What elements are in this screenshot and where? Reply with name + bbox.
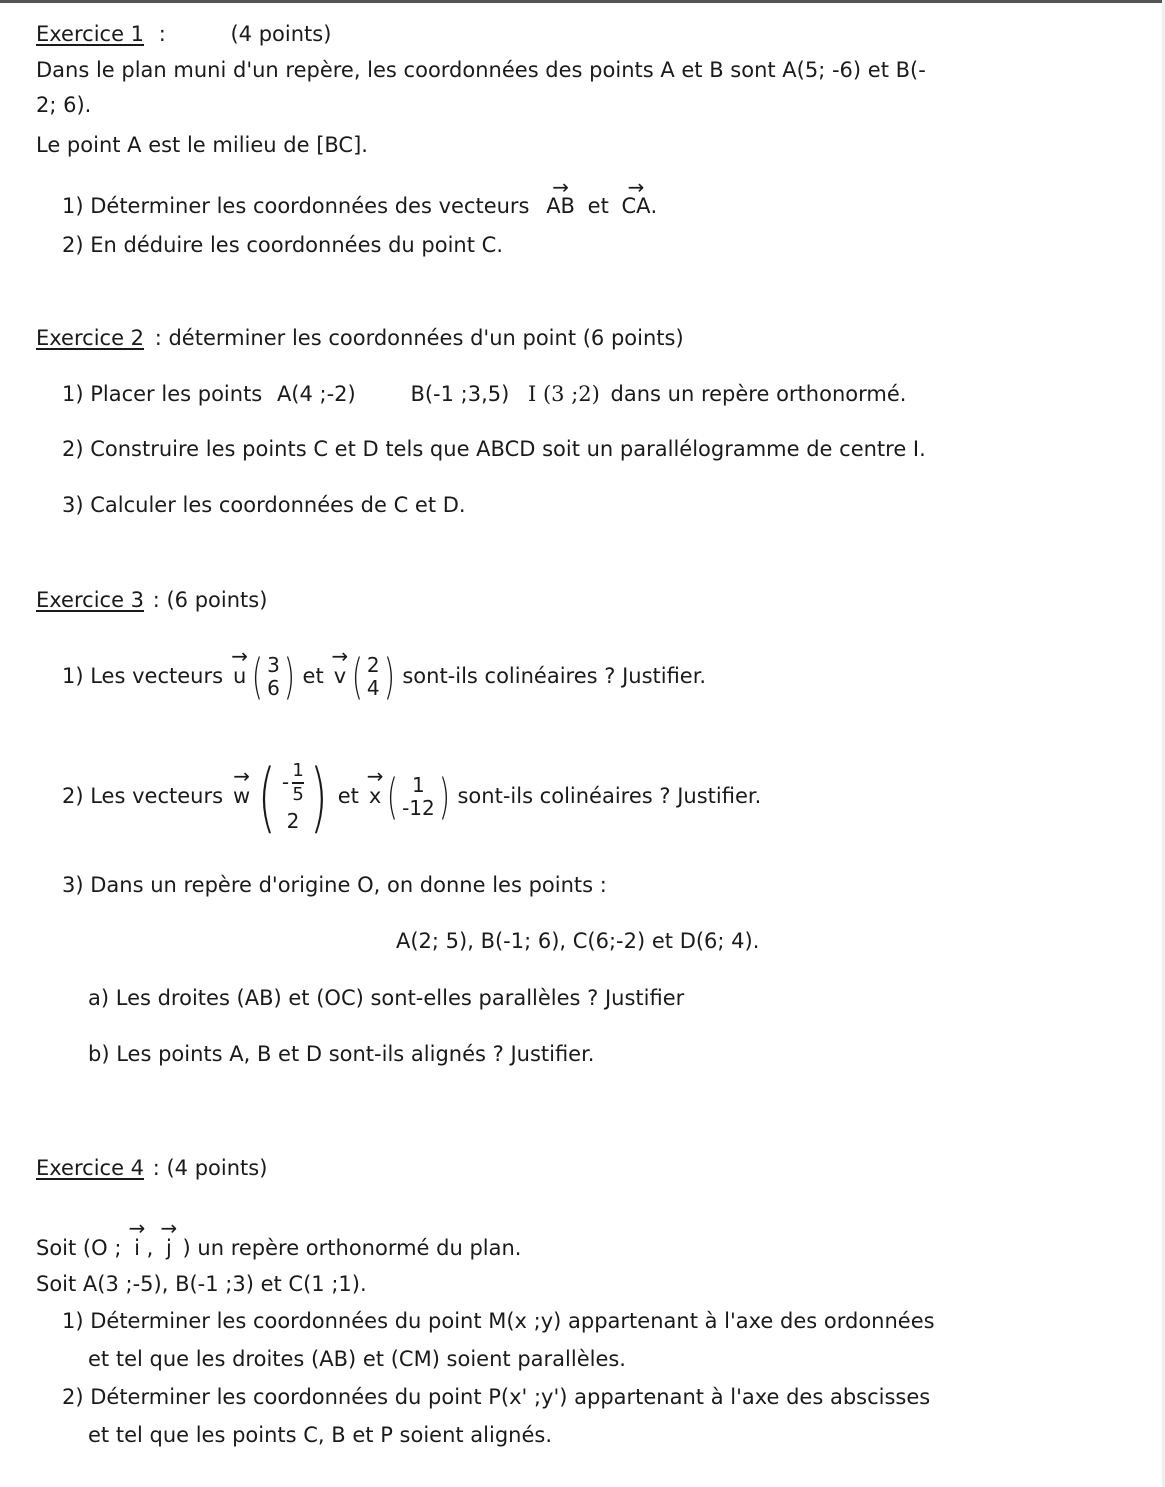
vector-i-label: i xyxy=(134,1236,140,1260)
exercise1-line1: Dans le plan muni d'un repère, les coordonnées des points A et B sont A(5; -6) et B(- xyxy=(36,58,926,82)
right-paren: ) xyxy=(438,769,450,825)
exercise2-question2: 2) Construire les points C et D tels que ABCD soit un parallélogramme de centre I. xyxy=(62,437,926,461)
vector-u xyxy=(231,644,249,689)
exercise1-q1-and: et xyxy=(587,194,609,218)
left-paren: ( xyxy=(258,752,276,841)
right-paren: ) xyxy=(383,649,395,705)
exercise2-question3: 3) Calculer les coordonnées de C et D. xyxy=(62,493,466,517)
exercise4-header-rest: : (4 points) xyxy=(152,1156,268,1180)
vector-ab-label: AB xyxy=(546,194,575,218)
exercise4-soit1-start: Soit (O ; xyxy=(36,1236,122,1260)
exercise2-point-i: I (3 ;2) xyxy=(528,382,600,406)
vector-w-x-fraction xyxy=(292,761,304,805)
vector-w-x-numerator: 1 xyxy=(292,759,304,781)
exercise3-q1-text: 1) Les vecteurs xyxy=(62,664,224,689)
vector-w-x-sign: - xyxy=(281,770,290,794)
exercise4-soit1-end: ) un repère orthonormé du plan. xyxy=(182,1236,522,1260)
vector-ca xyxy=(621,175,651,219)
exercise4-comma: , xyxy=(146,1236,154,1260)
exercise2-question1 xyxy=(62,382,906,407)
vector-arrow-icon: → xyxy=(331,644,349,669)
vector-u-y: 6 xyxy=(267,676,280,700)
exercise3-question3: 3) Dans un repère d'origine O, on donne les points : xyxy=(62,873,607,897)
vector-v-y: 4 xyxy=(366,676,380,700)
exercise2-point-b: B(-1 ;3,5) xyxy=(410,382,510,406)
vector-u-coordinates xyxy=(248,649,298,705)
exercise1-title: Exercice 1 xyxy=(36,22,145,46)
exercise4-soit1 xyxy=(36,1216,522,1261)
exercise3-header xyxy=(36,588,267,613)
exercise3-question1 xyxy=(62,640,706,714)
vector-x-x: 1 xyxy=(412,773,425,797)
vector-w-label: w xyxy=(233,784,251,809)
exercise3-question-a: a) Les droites (AB) et (OC) sont-elles parallèles ? Justifier xyxy=(88,986,685,1010)
exercise3-q1-end: sont-ils colinéaires ? Justifier. xyxy=(402,664,707,689)
vector-v-coordinates xyxy=(348,649,398,705)
exercise2-header xyxy=(36,326,684,351)
exercise3-question-b: b) Les points A, B et D sont-ils alignés ? Justifier. xyxy=(88,1042,595,1066)
exercise4-soit2: Soit A(3 ;-5), B(-1 ;3) et C(1 ;1). xyxy=(36,1272,367,1296)
vector-arrow-icon: → xyxy=(552,175,569,199)
vector-arrow-icon: → xyxy=(160,1216,178,1240)
vector-x-coordinates xyxy=(383,769,453,825)
vector-u-x: 3 xyxy=(267,653,280,677)
vector-x-label: x xyxy=(368,784,382,809)
exercise4-question2-line2: et tel que les points C, B et P soient alignés. xyxy=(88,1423,553,1447)
vector-arrow-icon: → xyxy=(233,764,251,789)
vector-w-x-denominator: 5 xyxy=(292,783,304,805)
left-paren: ( xyxy=(351,649,364,705)
vector-v-label: v xyxy=(333,664,347,689)
vector-v-x: 2 xyxy=(366,653,380,677)
vector-i xyxy=(128,1216,146,1261)
right-paren: ) xyxy=(310,752,328,841)
top-rule xyxy=(0,0,1165,3)
exercise2-header-rest: : déterminer les coordonnées d'un point (6 points) xyxy=(154,326,684,350)
vector-w-y: 2 xyxy=(286,809,300,834)
vector-j-label: j xyxy=(166,1236,172,1260)
exercise3-q1-and: et xyxy=(302,664,324,689)
exercise2-q1-text: 1) Placer les points xyxy=(62,382,263,406)
exercise4-question1-line2: et tel que les droites (AB) et (CM) soient parallèles. xyxy=(88,1347,626,1371)
vector-arrow-icon: → xyxy=(366,764,384,789)
exercise4-title: Exercice 4 xyxy=(36,1156,145,1180)
right-paren: ) xyxy=(283,649,295,705)
exercise1-q1-text: 1) Déterminer les coordonnées des vecteurs xyxy=(62,194,530,218)
exercise3-q2-text: 2) Les vecteurs xyxy=(62,784,224,809)
exercise2-q1-end: dans un repère orthonormé. xyxy=(610,382,907,406)
left-paren: ( xyxy=(252,649,264,705)
exercise1-header xyxy=(36,22,331,47)
vector-j xyxy=(160,1216,178,1261)
exercise1-points: (4 points) xyxy=(230,22,332,46)
exercise4-question1-line1: 1) Déterminer les coordonnées du point M(x ;y) appartenant à l'axe des ordonnées xyxy=(62,1309,935,1333)
left-paren: ( xyxy=(387,769,399,825)
vector-u-label: u xyxy=(233,664,247,689)
exercise1-question2: 2) En déduire les coordonnées du point C. xyxy=(62,233,503,257)
exercise1-colon: : xyxy=(158,22,166,46)
exercise1-line3: Le point A est le milieu de [BC]. xyxy=(36,133,368,157)
exercise2-point-a: A(4 ;-2) xyxy=(276,382,356,406)
vector-arrow-icon: → xyxy=(627,175,645,199)
vector-v xyxy=(331,644,349,689)
vector-arrow-icon: → xyxy=(128,1216,146,1240)
exercise1-q1-end: . xyxy=(650,194,658,218)
vector-x xyxy=(366,764,384,809)
vector-ab xyxy=(546,175,575,219)
exercise1-question1 xyxy=(62,175,658,219)
exercise3-question2 xyxy=(62,742,761,852)
vector-x-y: -12 xyxy=(402,796,435,820)
exercise3-points-list: A(2; 5), B(-1; 6), C(6;-2) et D(6; 4). xyxy=(396,929,760,953)
exercise2-title: Exercice 2 xyxy=(36,326,145,350)
exercise4-question2-line1: 2) Déterminer les coordonnées du point P(x' ;y') appartenant à l'axe des abscisses xyxy=(62,1385,931,1409)
vector-arrow-icon: → xyxy=(231,644,249,669)
exercise3-q2-and: et xyxy=(337,784,359,809)
vector-w-coordinates xyxy=(252,752,334,841)
vector-ca-label: CA xyxy=(621,194,651,218)
vector-w xyxy=(233,764,251,809)
exercise3-header-rest: : (6 points) xyxy=(152,588,268,612)
exercise3-q2-end: sont-ils colinéaires ? Justifier. xyxy=(457,784,762,809)
exercise3-title: Exercice 3 xyxy=(36,588,145,612)
exercise1-line2: 2; 6). xyxy=(36,93,92,117)
exercise4-header xyxy=(36,1156,267,1181)
